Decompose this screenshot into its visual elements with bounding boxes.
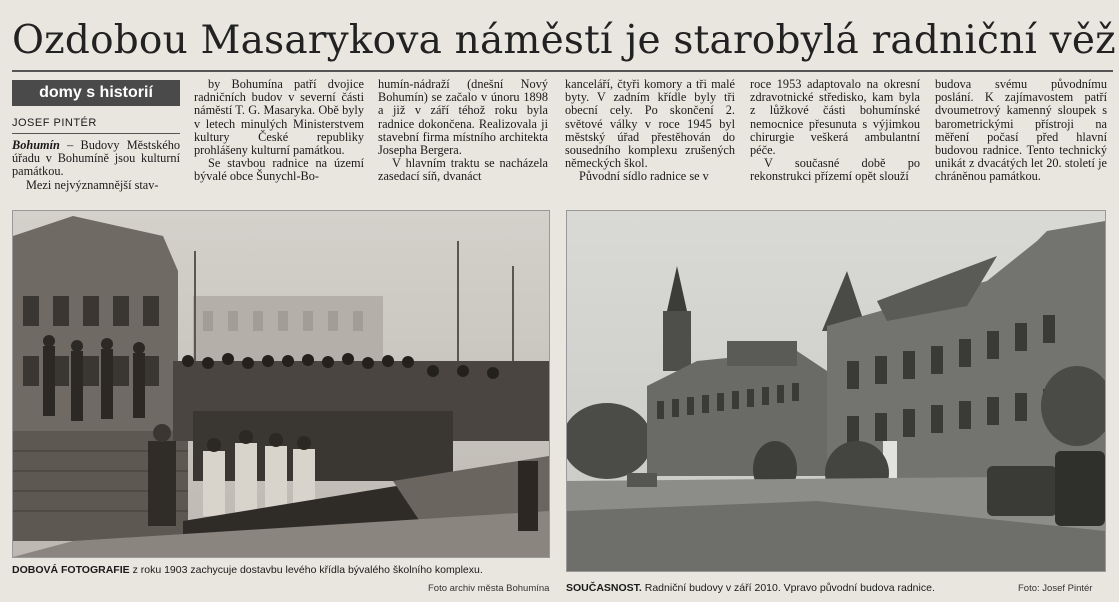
text-column-4 — [565, 78, 735, 184]
paragraph: budova svému původnímu poslání. K zajímavostem patří dvoumetrový kamenný sloupek s barometrickými přístroji na měření počasí před hlavní budovou radnice. Tento technický unikát z dvacátých let 20. století je chráněnou památkou. — [935, 77, 1107, 184]
paragraph: roce 1953 adaptovalo na okresní zdravotnické středisko, kam byla z lůžkové části bohumínské nemocnice přesunuta s výjimkou chirurgie veškerá ambulantní péče. — [750, 77, 920, 158]
text-column-1 — [12, 139, 180, 192]
paragraph: Mezi nejvýznamnější stav- — [26, 177, 159, 192]
caption-lead: DOBOVÁ FOTOGRAFIE — [12, 564, 130, 576]
paragraph: Původní sídlo radnice se v — [579, 169, 709, 184]
caption-text: z roku 1903 zachycuje dostavbu levého křídla bývalého školního komplexu. — [129, 564, 483, 576]
paragraph: V hlavním traktu se nacházela zasedací síň, dvanáct — [378, 156, 548, 184]
caption-text: Radniční budovy v září 2010. Vpravo původní budova radnice. — [641, 582, 935, 594]
caption-lead: SOUČASNOST. — [566, 582, 642, 594]
text-column-3 — [378, 78, 548, 184]
paragraph: Se stavbou radnice na území bývalé obce Šunychl-Bo- — [194, 156, 364, 184]
paragraph: V současné době po rekonstrukci přízemí opět slouží — [750, 156, 920, 184]
paragraph: humín-nádraží (dnešní Nový Bohumín) se začalo v únoru 1898 a již v září téhož roku byla radnice dokončena. Realizovala ji stavební firma místního architekta Josepha Bergera. — [378, 77, 548, 158]
lead-placename: Bohumín — [12, 138, 60, 152]
text-column-6 — [935, 78, 1107, 184]
historical-photo — [12, 210, 550, 558]
modern-photo-credit: Foto: Josef Pintér — [1018, 583, 1093, 594]
historical-photo-credit: Foto archiv města Bohumína — [428, 583, 550, 594]
section-tag: domy s historií — [12, 80, 180, 106]
headline-rule — [12, 70, 1113, 72]
author-byline: JOSEF PINTÉR — [12, 117, 97, 129]
headline: Ozdobou Masarykova náměstí je starobylá radniční věž — [12, 18, 1116, 63]
text-column-5 — [750, 78, 920, 184]
author-rule — [12, 133, 180, 134]
modern-photo — [566, 210, 1106, 572]
paragraph: kanceláří, čtyři komory a tři malé byty. V zadním křídle byly tři obecní cely. Po skončení 2. světové války v roce 1945 byl městský úřad přestěhován do sousedního komplexu zrušených německých škol. — [565, 77, 735, 171]
modern-photo-caption — [566, 582, 935, 594]
paragraph: by Bohumína patří dvojice radničních budov v severní části náměstí T. G. Masaryka. Obě byly v letech minulých Ministerstvem kultury České republiky prohlášeny kulturní památkou. — [194, 77, 364, 158]
text-column-2 — [194, 78, 364, 184]
paragraph: – Budovy Městského úřadu v Bohumíně jsou kulturní památkou. — [12, 138, 181, 179]
historical-photo-image — [13, 211, 549, 557]
modern-photo-image — [567, 211, 1105, 571]
historical-photo-caption — [12, 564, 483, 576]
